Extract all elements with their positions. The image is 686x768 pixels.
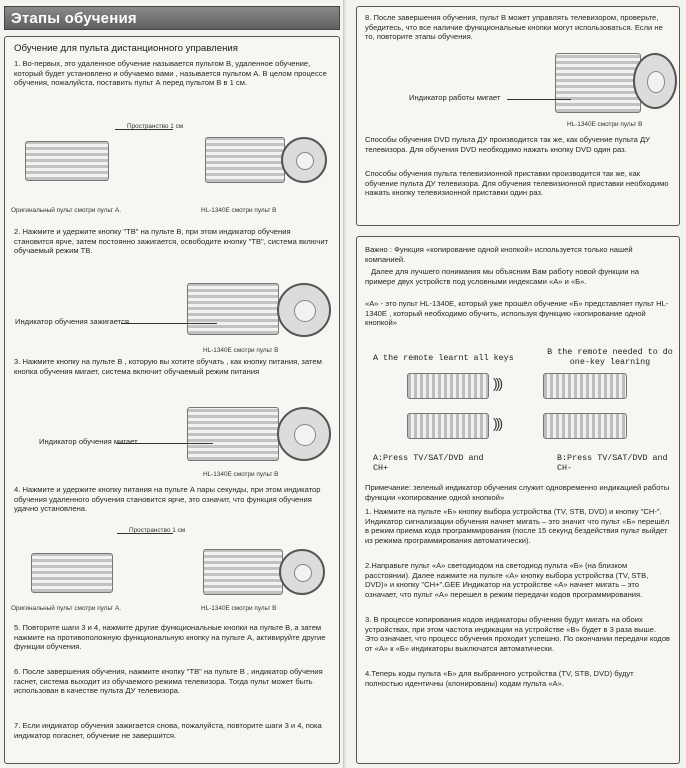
distance-label-1: Пространство 1 см [127,123,184,130]
step-7-text: 7. Если индикатор обучения зажигается снова, пожалуйста, повторите шаги 3 и 4, пока индикатор погаснет, обучение не завершится. [14,721,322,740]
step-1-text: 1. Во-первых, это удаленное обучение называется пультом В, удаленное обучение, который будет установлено и обучаемо вами , называется пультом А. В целом процессе обучения, пожалуйста, поставить пульт А перед пультом В в 1 см. [14,59,327,88]
step-5-text: 5. Повторите шаги 3 и 4, нажмите другие функциональные кнопки на пульте В, а затем нажмите на противоположную функциональную кнопку на пульте А, активируйте другие функции обучения. [14,623,326,652]
signal-waves-b: ))) [493,415,501,431]
ab-definition-text: «А» - это пульт HL-1340E, который уже прошёл обучение «Б» представляет пульт HL-1340E , который необходимо обучить, используя функцию «копирование одной кнопкой» [365,299,669,328]
indicator-blink-label: Индикатор обучения мигает [39,437,138,446]
model-caption-1: HL-1340E смотри пульт В [201,207,277,214]
remote-b-bottom [543,413,627,439]
remote-b-image [205,137,285,183]
remote-b-dpad-4 [279,549,325,595]
procedure-step-1: 1. Нажмите на пульте «Б» кнопку выбора устройства (TV, STB, DVD) и кнопку "CH-". Индикатор сигнализации обучения начнет мигать – это значит что пульт «Б» перешёл в режим приема кода программирования (после 15 секунд бездействия пульт выйдет из режима программирования автоматически). [365,507,670,545]
model-caption-3: HL-1340E смотри пульт В [203,471,279,478]
remote-b-image-4 [203,549,283,595]
step-2-text: 2. Нажмите и удержите кнопку "TB" на пульте В, при этом индикатор обучения становится ярче, затем постоянно зажигается, освободите кнопку "TB", система включит обучаемый режим ТВ. [14,227,329,256]
step-8-text: 8. После завершения обучения, пульт В может управлять телевизором, проверьте, убедитесь, что все наличие функциональные кнопки могут использоваться. Если не то, повторите этапы обучения. [365,13,663,42]
procedure-step-3: 3. В процессе копирования кодов индикаторы обучения будут мигать на обоих устройствах, при этом частота индикации на устройстве «В» будет в 3 раза выше. Это означает, что процесс обучения проходит успешно. По окончании передачи кодов от «А» к «Б» индикаторы выключатся автоматически. [365,615,670,653]
procedure-step-4: 4.Теперь коды пульта «Б» для выбранного устройства (TV, STB, DVD) будут полностью идентичны (клонированы) кодам пульта «А». [365,669,634,688]
step-4-text: 4. Нажмите и удержите кнопку питания на пульте А пары секунды, при этом индикатор обучения удаленного обучения становится ярче, это означит, что функция обучения удачно установлена. [14,485,321,514]
stb-learning-text: Способы обучения пульта телевизионной приставки производится так же, как обучение пульта ДУ телевизора. Для обучения телевизионной приставки необходимо нажать кнопку телевизионной приставки один раз. [365,169,669,198]
important-text: Важно : Функция «копирование одной кнопкой» используется только нашей компанией. [365,245,633,264]
remote-b-dpad-3 [277,407,331,461]
distance-label-2: Пространство 1 см [129,527,186,534]
model-caption-4: HL-1340E смотри пульт В [201,605,277,612]
model-caption-5: HL-1340E смотри пульт В [567,121,643,128]
step-3-text: 3. Нажмите кнопку на пульте В , которую вы хотите обучать , как кнопку питания, затем кнопка обучения мигает, система включит обучаемый режим питания [14,357,322,376]
orig-remote-caption-1: Оригинальный пульт смотри пульт А. [11,207,122,214]
remote-b-image-5 [555,53,641,113]
remote-b-top [543,373,627,399]
right-top-box [356,6,680,226]
label-remote-a: A the remote learnt all keys [373,353,514,363]
intro-text: Далее для лучшего понимания мы объясним Вам работу новой функции на примере двух устройств под условными индексами «А» и «Б». [365,267,639,286]
remote-a-top [407,373,489,399]
step-6-text: 6. После завершения обучения, нажмите кнопку "TB" на пульте В , индикатор обучения гаснет, система выходит из обучаемого режима телевизора. Тогда пульт может быть использован в качестве пульта ДУ телевизора. [14,667,323,696]
remote-b-dpad-2 [277,283,331,337]
model-caption-2: HL-1340E смотри пульт В [203,347,279,354]
page-title: Этапы обучения [11,10,137,27]
remote-b-dpad-5 [633,53,677,109]
remote-b-dpad [281,137,327,183]
indicator-on-label: Индикатор обучения зажигается [15,317,129,326]
signal-waves-a: ))) [493,375,501,391]
remote-a-bottom [407,413,489,439]
press-b-text: B:Press TV/SAT/DVD and CH- [557,453,668,473]
orig-remote-caption-2: Оригинальный пульт смотри пульт А. [11,605,122,612]
right-bottom-box [356,236,680,764]
remote-a-image [25,141,109,181]
press-a-text: A:Press TV/SAT/DVD and CH+ [373,453,484,473]
remote-b-image-2 [187,283,279,335]
dvd-learning-text: Способы обучения DVD пульта ДУ производится так же, как обучение пульта ДУ телевизора. Для обучения DVD необходимо нажать кнопку DVD один раз. [365,135,650,154]
work-indicator-label: Индикатор работы мигает [409,93,501,102]
header-bar [4,6,340,30]
remote-a-image-2 [31,553,113,593]
remote-b-image-3 [187,407,279,461]
left-instructions-box [4,36,340,764]
label-remote-b: B the remote needed to do one-key learning [547,347,673,367]
section-title: Обучение для пульта дистанционного управления [14,43,238,54]
note-text: Примечание: зеленый индикатор обучения служит одновременно индикацией работы функции «копирование одной кнопкой» [365,483,670,502]
right-page [346,0,686,768]
procedure-step-2: 2.Направьте пульт «А» светодиодом на светодиод пульта «Б» (на близком расстоянии). Далее нажмите на пульте «А» кнопку выбора устройства (TV, STB, DVD)» и кнопку "CH+".GEE Индикатор на устройстве «А» начнет мигать – это означает, что пульт «А» перешел в режим передачи кодов программирования. [365,561,649,599]
